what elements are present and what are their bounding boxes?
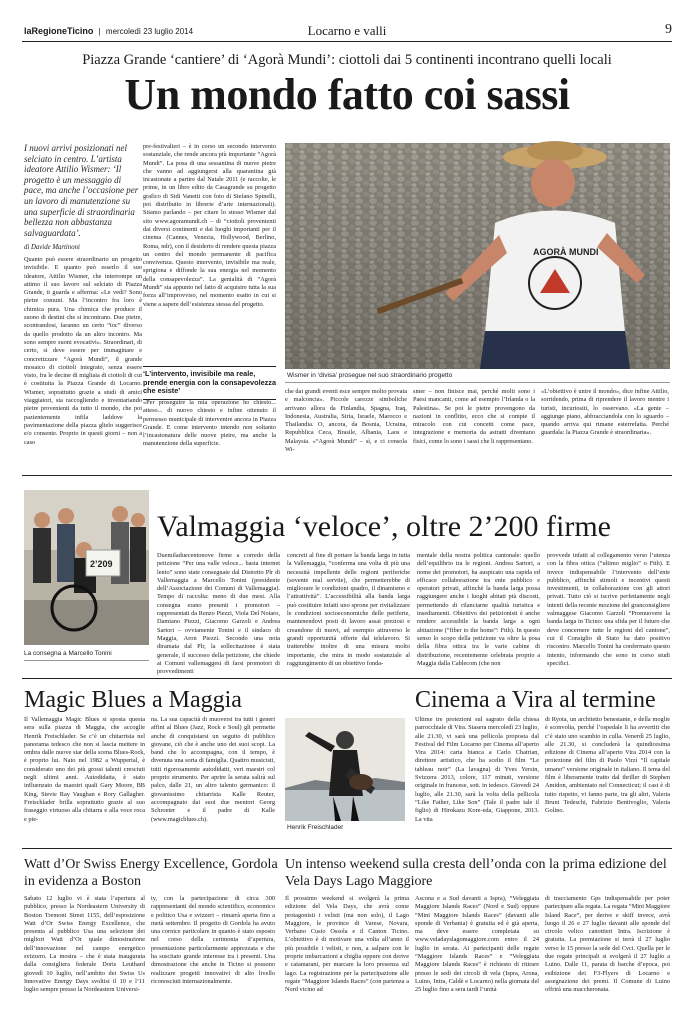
valmaggia-column-3: mentale della nostra politica cantonale: quello dell’equilibrio tra le regioni. Andrea Sartori, a nome dei promotori, ha auspicato una rapida ed efficace collaborazione tra ente pubblico e operatori privati, affinché la banda larga possa raggiungere anche i luoghi abitati più discosti, permettendo di rilanciarne qualità turistica e insediamenti. Obiettivo dei petizionisti è anche rendere accessibile la banda larga a ogni abitazione (“fiber to the home”: Ftth). In questo senso lo scopo della petizione va oltre la posa della fibra ottica tra le varie cabine di distribuzione, recentemente celebrata proprio a Maggia dalla Cablecom (che non: [417, 552, 540, 667]
masthead-bar: laRegioneTicino | mercoledì 23 luglio 2014: [24, 26, 194, 36]
lead-column-2: pre-festivalieri – è in corso un secondo intervento sostanziale, che rende ancora più importante “Agorà Mundi”. La posa di una sessantina di nuove pietre che vanno ad aggiungersi alla quarantina già incastonate a partire dal Natale 2011 (e raccolte, le prime, in un libro edito da Casagrande su progetto grafico di Sidi Vanetti con foto di Stefano Spinelli, poi distribuito in librerie d’arte internazionali). Stiamo parlando – per citare lo stesso Wismer dal sito www.agoramundi.ch – di “ciottoli provenienti dai diversi continenti e dai luoghi importanti per il cinema (Cannes, Venezia, Hollywood, Berlino, Roma, ndr), con il desiderio di rendere questa piazza un centro del mondo permanente di pacifica convivenza. Questo intervento, invisibile ma reale, sprigiona e diffonde la sua energia nel momento della consapevolezza”. La genialità di “Agorà Mundi” sta appunto nel fatto di acquisire tutta la sua forza all’improvviso, nel momento esatto in cui si viene a sapere dell’esistenza stessa del progetto.: [143, 143, 276, 308]
petition-box-label: 2’209: [90, 559, 113, 569]
issue-date: mercoledì 23 luglio 2014: [105, 27, 194, 36]
caption-rule: [285, 382, 670, 383]
magic-blues-headline: Magic Blues a Maggia: [24, 687, 242, 713]
valmaggia-column-2: concreti al fine di portare la banda larga in tutta la Vallemaggia, “conferma una volta di più una necessità impellente delle regioni periferiche (sovente mal servite), che permetterebbe di migliorare le condizioni quadro, il dinamismo e l’attrattività”. L’accessibilità alla banda larga può costituire infatti uno sprone per rivitalizzare le condizioni socioeconomiche delle periferie, mantenendovi posti di lavoro assai preziosi e creandone di nuovi, ad esempio attraverso le grandi opportunità offerte dal telelavoro. Si tratterebbe inoltre di una misura molto importante, che mira in modo sostanziale al raggiungimento di un obiettivo fonda-: [287, 552, 410, 667]
freischlader-photo-caption: Henrik Freischlader: [287, 824, 344, 831]
valmaggia-photo: [24, 490, 149, 645]
lead-photo-caption: Wismer in ‘divisa’ prosegue nel suo straordinario progetto: [287, 372, 453, 379]
cinema-column-2: di Ryota, un architetto benestante, e della moglie è sconvolta, perché l’ospedale li ha avvertiti che c’è stato uno scambio in culla. Venerdì 25 luglio, alle 21.30, si concluderà la quindicesima edizione di Cinema all’aperto Vira 2014 con la proiezione del film di Paolo Virzì “Il capitale umano” versione originale in italiano. Il tema del film è liberamente tratto dal thriller di Stephen Amidon, ambientato nel Connecticut; il cast è di tutto rispetto, vi fanno parte, tra gli altri, Valeria Bruni Tedeschi, Fabrizio Bentivoglio, Valeria Golino.: [545, 716, 670, 815]
valmaggia-photo-image: [24, 490, 149, 645]
section-name: Locarno e valli: [307, 23, 387, 38]
magic-blues-column-1: Il Vallemaggia Magic Blues si sposta questa sera sulla piazza di Maggia, che accoglie Henrik Freischlader. Se c’è un chitarrista nel panorama tedesco che non si lascia mettere in ombra dalle nuove star della scena Blues-Rock, è proprio lui. Nato nel 1982 a Wuppertal, è considerato uno dei più grossi talenti cresciuti negli ultimi anni. Autodidatta, è stato influenzato da maestri quali Gary Moore, BB King, Stevie Ray Vaughan e Rory Gallagher. Freischlader brilla soprattutto grazie al suo fraseggio virtuoso alla chitarra e alla voce roca e pie-: [24, 716, 145, 823]
watt-headline: Watt d’Or Swiss Energy Excellence, Gordola in evidenza a Boston: [24, 857, 278, 889]
freischlader-photo: [285, 718, 405, 821]
watt-column-2: ty, con la partecipazione di circa 300 rappresentanti del mondo scientifico, economico e politico Usa e svizzeri – rimarrà aperta fino a metà settembre. Il progetto di Gordola ha avuto una cornice particolare in quanto è stato esposto nel corso della cerimonia d’apertura, presentazione particolarmente apprezzata e che ha suscitato grande interesse tra i presenti. Una dimostrazione che anche in Ticino si possono realizzare progetti innovativi di alto livello riconosciuti internazionalmente.: [151, 895, 275, 985]
shirt-logo-text: AGORÀ MUNDI: [533, 247, 599, 257]
valmaggia-photo-caption: La consegna a Marcello Tonini: [24, 650, 112, 657]
freischlader-photo-image: [285, 718, 405, 821]
valmaggia-column-1: Duemiladuecentonove firme a corredo della petizione “Per una valle veloce... basta internet lento” sono state consegnate dal Distretto Plr di Vallemaggia a Marcello Tonini (presidente dell’Associazione dei Comuni di Vallemaggia). Tempo di raccolta: meno di due mesi. Alla consegna erano presenti i promotori – rappresentati da Renzo Piezzi, Viola Del Notaro, Damiano Piezzi, Giacomo Garzoli e Andrea Sartori – ovviamente Tonini e il sindaco di Maggia, Aron Piezzi. Secondo una nota diramata dal Plr, la sollecitazione è stata generale, il successo della petizione, che chiede ai Comuni vallemaggesi di farsi promotori di provvedimenti: [157, 552, 280, 676]
section-rule-3: [22, 848, 672, 849]
lead-byline: di Davide Martinoni: [24, 244, 80, 251]
valmaggia-caption-rule: [24, 660, 149, 661]
lead-column-5: «L’obiettivo è unire il mondo», dice infine Attilio, sorridendo, prima di riprendere il lavoro mentre i turisti, incuriositi, lo osservano. «La gente – aggiunge piano, abbracciandola con lo sguardo – quando arriva qui rimane esterrefatta. Perché guardala: la Piazza Grande è straordinaria».: [541, 388, 669, 437]
vela-column-2: Ascona e a Sud davanti a Ispra), “Veleggiata Maggiore Islands Races” (Nord e Sud) oppure “Mini Maggiore Islands Races” (davanti alle sponde di Verbania) è gratuita ed è già aperta, ma deve essere completata su www.veladayslagomaggiore.com entro il 24 luglio in serata. Ai partecipanti delle regate “Maggiore Islands Races” e “Veleggiata Maggiore Islands Races” è richiesto di ritirare presso le sedi dei circoli di vela (Ispra, Arona, Luino, Intra, Caldè e Locarno) nella giornata del 25 luglio fino a sera tardi l’unità: [415, 895, 539, 994]
lead-photo: [285, 143, 670, 369]
masthead-logo: laRegioneTicino: [24, 26, 94, 36]
vela-column-3: di tracciamento Gps indispensabile per poter partecipare alla regata. La regata “Mini Maggiore Island Race”, per derive e skiff invece, avrà luogo il 26 e 27 luglio davanti alle sponde del circolo velico canottieri Intra. Iscrizione è gratuita. La premiazione si terrà il 27 luglio verso le 15 presso la sede del Cvci. Quella per le due regate principali si svolgerà il 27 luglio a Luino. Dalle 11, parata di barche d’epoca, poi esibizione dei F3-Flyers di Locarno e assegnazione dei premi. Il Comune di Luino offrirà una maccheronata.: [545, 895, 670, 994]
cinema-column-1: Ultime tre proiezioni sul sagrato della chiesa parrocchiale di Vira. Stasera mercoledì 23 luglio, alle 21.30, vi sarà una pellicola proposta dal Festival del Film Locarno per Cinema all’aperto Vira 2014: carta bianca a Carlo Chatrian, direttore artistico, che ha scelto il film “Le tableau noir” (La lavagna) di Yves Yersin, Svizzera 2013, colore, 117 minuti, versione originale in francese, sott. in tedesco. Giovedì 24 luglio, alle 21.30, sarà la volta della pellicola “Like Father, Like Son” (Tale il padre tale il figlio) di Hirokazu Kore-eda, Giappone, 2013. La vita: [415, 716, 539, 823]
vela-headline: Un intenso weekend sulla cresta dell’onda con la prima edizione del Vela Days Lago Maggiore: [285, 857, 667, 889]
lead-column-4: smer – non finisce mai, perché molti sono i Paesi mancanti, come ad esempio l’Irlanda o la Palestina». Se poi le pietre provengono da nazioni in conflitto, ecco che si compie il miracolo con cui concetti come pace, integrazione e memoria da astratti diventano fisici, come lo sono i sassi che li rappresentano.: [413, 388, 535, 445]
page-number: 9: [665, 22, 672, 37]
lead-column-2b: «Per proseguire la mia operazione ho chiesto... atteso... di nuovo chiesto e infine ottenuto il permesso municipale di intervenire ancora in Piazza Grande. E come intervento intendo non soltanto l’incastonatura delle nuove pietre, ma anche la manutenzione della superficie.: [143, 399, 276, 448]
watt-column-1: Sabato 12 luglio vi è stata l’apertura al pubblico, presso la Nordeastern University di Boston Tremont Street 1155, dell’esposizione Watt d’Or Swiss Energy Excellence, che presenta al pubblico Usa una selezione dei migliori Watt d’Or quale dimostrazione dell’innovazione nel campo energetico svizzero. La mostra – che è stata inaugurata dalla consigliera federale Doris Leuthard giovedì 10 luglio, nell’ambito dei Swiss Us Innovative Energy Days svoltisi il 10 e l’11 luglio sempre presso la Nordeastern Universi-: [24, 895, 145, 994]
lead-pull-quote: ‘L’intervento, invisibile ma reale, prende energia con la consapevolezza che esiste’: [143, 366, 276, 400]
section-rule-1: [22, 475, 672, 476]
lead-headline: Un mondo fatto coi sassi: [124, 70, 570, 119]
valmaggia-headline: Valmaggia ‘veloce’, oltre 2’200 firme: [157, 510, 611, 543]
section-rule-2: [22, 678, 672, 679]
lead-intro: I nuovi arrivi posizionati nel selciato in centro. L’artista ideatore Attilio Wismer: ‘Il progetto è un messaggio di pace, ma anche l’occasione per un lavoro di manutenzione su una superficie di straordinaria bellezza non abbastanza salvaguardata’.: [24, 143, 139, 238]
lead-photo-image: [285, 143, 670, 369]
valmaggia-column-4: provvede infatti al collegamento verso l’utenza con la fibra ottica (“ultimo miglio” o Ftth). E invece indispensabile l’intervento dell’ente pubblico, affinché stimoli e incentivi questi investimenti, in collaborazione con gli attori privati. Tutto ciò si iscrive perfettamente negli intenti della recente mozione del granconsigliere valmaggese Giacomo Garzoli “Promuovere la banda larga in Ticino: una sfida per il futuro che deve concernere tutte le regioni del cantone”, cui il Consiglio di Stato ha dato positivo riscontro. Marcello Tonini ha confermato questo intento, informando che sono in corso studi specifici.: [547, 552, 670, 667]
lead-column-1: Quanto può essere straordinario un progetto invisibile. E quanto può esserlo il suo ideatore, Attilio Wismer, che interrompe un attimo il suo lavoro sul selciato di Piazza Grande, ti guarda e afferma: «Le vedi? Sono pietre comuni. Ma l’incontro fra loro è chimica pura. Una chimica che produce il suono di destini che si incontrano. Due pietre, scontrandosi, faranno un certo “toc” diverso da quello prodotto da un altro incontro. Ma sono sempre suoni evocativi». Straordinari, di certo, si deve essere per immaginare e concretizzare “Agorà Mundi”, il grande mosaico di ciottoli integrato, senza essere visto, fra le decine di migliaia di ciottoli di cui è costituita la Piazza Grande di Locarno. Wismer, soprattutto grazie a studi di amici viaggiatori, sta raccogliendo e inventariando pietre provenienti da tutto il mondo, che poi pazientemente infila laddove la pavimentazione della piazza glielo suggerisce e/o consente. Proprio in questi giorni – non a caso: [24, 256, 142, 446]
lead-kicker: Piazza Grande ‘cantiere’ di ‘Agorà Mundi’: ciottoli dai 5 continenti incontrano quelli locali: [82, 52, 612, 68]
lead-column-3: che dai grandi eventi esce sempre molto provata e malconcia». Piccole carezze simboliche arrivano allora da Finlandia, Spagna, Iraq, Indonesia, Australia, Siria, Israele, Marocco e Thailandia. O, ancora, da Bosnia, Ucraina, Repubblica Ceca, Brasile, Albania, Laos e Malaysia. «“Agorà Mundi” – sì, e ci consola Wi-: [285, 388, 407, 454]
cinema-headline: Cinema a Vira al termine: [415, 687, 656, 713]
header-rule: [22, 41, 672, 42]
magic-blues-column-2: na. La sua capacità di muoversi tra tutti i generi affini al Blues (Jazz, Rock e Soul) gli permette anche di conquistarsi un seguito di pubblico giovane, ciò che è anche uno dei suoi scopi. La band che lo accompagna, con il tempo, è divenuta una sorta di famiglia. Quattro musicisti, tutti rigorosamente autodidatti, veri maestri col proprio strumento. Per aprire la serata salirà sul palco, dalle 21, un altro talento germanico: il giovanissimo chitarrista Kalle Reuter, accompagnato dai suoi due mentori Georg Schroeter e il padre di Kalle (www.magicblues.ch).: [151, 716, 275, 823]
vela-column-1: Il prossimo weekend si svolgerà la prima edizione del Vela Days, che avrà come protagonisti i velisti (ma non solo), il Lago Maggiore, le province di Varese, Novara, Verbano Cusio Ossola e il Canton Ticino. L’obiettivo è di motivare una volta all’anno il più possibile i velisti, e non, a salpare con le proprie imbarcazioni a chiglia oppure con derive e catamarani, per marcare la loro presenza sul lago. La registrazione per la partecipazione alle regate “Maggiore Islands Races” (con partenza a Nord vicino ad: [285, 895, 409, 994]
